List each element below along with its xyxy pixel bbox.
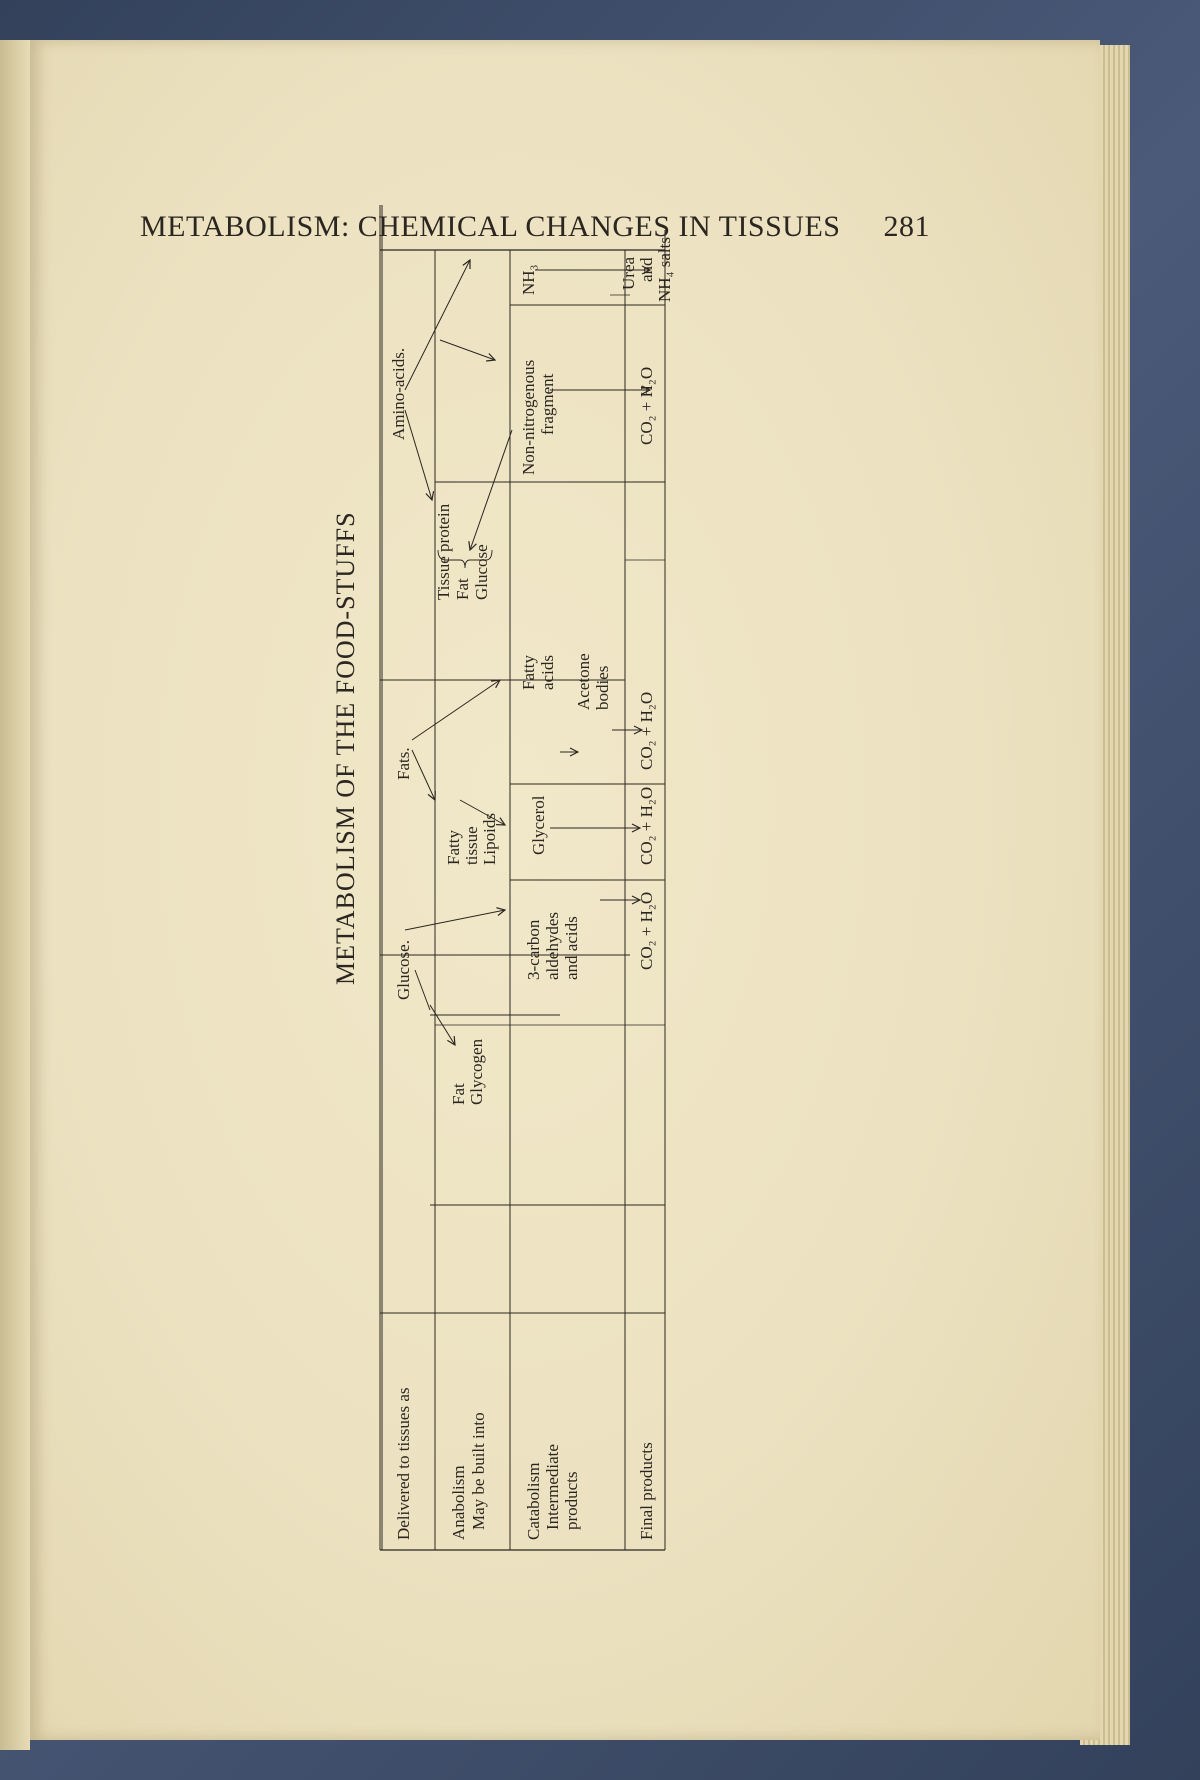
fats-fatty-acids-2: acids [538,655,557,690]
metabolism-table [320,160,780,1560]
row-label-products: products [562,1471,581,1530]
row-label-catabolism: Catabolism [524,1462,543,1540]
glucose-glycogen: Glycogen [467,1038,486,1105]
fats-fatty-acids-1: Fatty [519,655,538,690]
fats-to-fattyacids-arrow [412,680,500,740]
previous-page-edge [0,40,30,1750]
amino-nh3: NH₃ [519,264,538,295]
amino-tissue-protein: Tissue protein [434,503,453,600]
glucose-fat: Fat [449,1083,468,1105]
fragment-to-glucose-arrow [470,430,512,550]
fats-glycerol: Glycerol [529,795,548,855]
fats-delivered: Fats. [394,747,413,780]
amino-fat: Fat [453,578,472,600]
amino-final-and: and [637,257,656,282]
row-label-delivered: Delivered to tissues as [394,1387,413,1540]
table-title: METABOLISM OF THE FOOD-STUFFS [331,511,360,985]
fats-to-lipoids-arrow [412,750,435,800]
amino-final-co2: CO₂ + H₂O [637,366,656,445]
glucose-3carbon: 3-carbon [524,919,543,980]
fats-final-glycerol: CO₂ + H₂O [637,786,656,865]
glucose-line [415,970,430,1010]
glucose-delivered: Glucose. [394,940,413,1000]
amino-to-fragment-arrow [440,340,495,360]
amino-final-nh4: NH₄ salts [655,237,674,302]
row-label-anabolism: Anabolism [449,1465,468,1540]
amino-to-tissue-protein-arrow [405,410,432,500]
amino-non-nitrogenous: Non-nitrogenous [519,359,538,475]
amino-glucose: Glucose [472,544,491,600]
row-label-intermediate: Intermediate [543,1444,562,1530]
fats-final-acetone: CO₂ + H₂O [637,691,656,770]
row-label-final: Final products [637,1442,656,1540]
fats-tissue: tissue [462,826,481,865]
amino-to-nh3-arrow [405,260,470,390]
fats-bodies: bodies [593,665,612,710]
amino-final-urea: Urea [619,256,638,290]
glucose-acids: and acids [562,916,581,980]
fats-fatty: Fatty [444,830,463,865]
row-label-anabolism-sub: May be built into [469,1412,488,1530]
glucose-to-3carbon-arrow [405,910,505,930]
fats-acetone: Acetone [574,653,593,710]
amino-delivered: Amino-acids. [389,347,408,440]
fats-lipoids: Lipoids [480,813,499,865]
glucose-aldehydes: aldehydes [543,912,562,980]
running-head-title: METABOLISM: CHEMICAL CHANGES IN TISSUES [140,210,841,243]
amino-fragment: fragment [538,373,557,435]
page-number: 281 [883,210,930,243]
glucose-final: CO₂ + H₂O [637,891,656,970]
